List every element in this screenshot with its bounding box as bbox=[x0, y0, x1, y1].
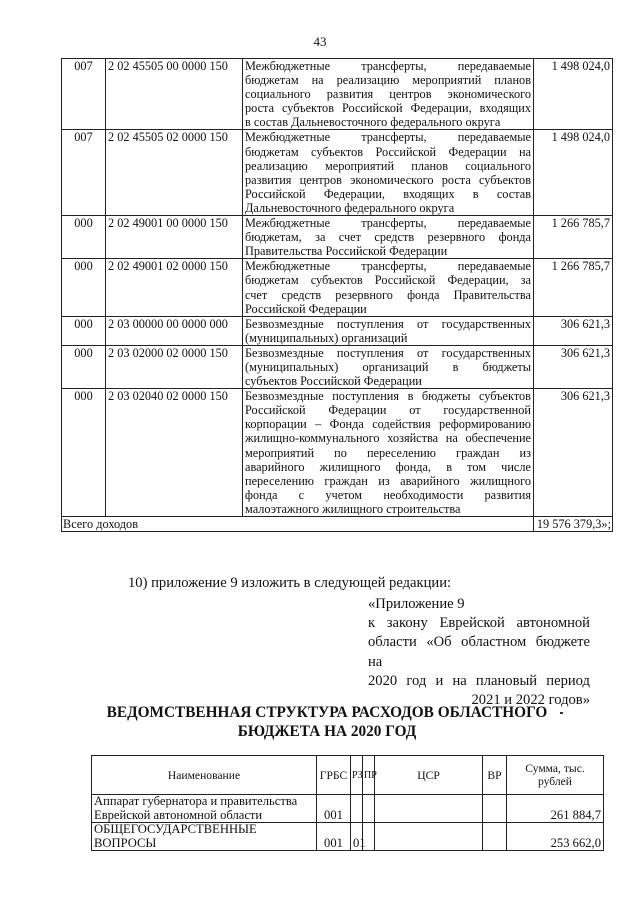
table-row bbox=[92, 795, 604, 823]
total-amount: 19 576 379,3»; bbox=[534, 517, 613, 532]
amount: 306 621,3 bbox=[534, 345, 613, 388]
revenue-name-line: Межбюджетные трансферты, передаваемые bbox=[245, 259, 531, 274]
revenue-name-line: мероприятий по переселению граждан из bbox=[245, 445, 531, 460]
revenue-name-line: Межбюджетные трансферты, передаваемые bbox=[245, 130, 531, 145]
header-name: Наименование bbox=[92, 756, 317, 795]
budget-code: 2 03 02040 02 0000 150 bbox=[106, 389, 243, 517]
table-row bbox=[62, 130, 613, 216]
budget-code: 2 02 49001 00 0000 150 bbox=[106, 216, 243, 259]
appendix-line: «Приложение 9 bbox=[368, 596, 465, 612]
revenue-name bbox=[243, 259, 534, 316]
revenue-name-line: Российской Федерации, входящих в состав bbox=[245, 186, 531, 201]
revenue-name-line: жилищно-коммунального хозяйства на обеспечение bbox=[245, 431, 531, 446]
revenue-name-line: бюджетам, за счет средств резервного фонда bbox=[245, 230, 531, 245]
revenue-name-line: Межбюджетные трансферты, передаваемые bbox=[245, 59, 531, 73]
amount: 1 266 785,7 bbox=[534, 259, 613, 316]
admin-code: 007 bbox=[62, 130, 106, 216]
revenue-name-line: Российской Федерации bbox=[245, 301, 367, 316]
amount: 306 621,3 bbox=[534, 316, 613, 345]
revenue-name-line: Безвозмездные поступления от государственных bbox=[245, 316, 531, 331]
appendix-line: 2020 год и на плановый период bbox=[368, 672, 590, 689]
appendix-line: к закону Еврейской автономной bbox=[368, 615, 590, 632]
revenue-name-line: Безвозмездные поступления от государственных bbox=[245, 345, 531, 360]
budget-code: 2 02 45505 02 0000 150 bbox=[106, 130, 243, 216]
table-row bbox=[62, 59, 613, 130]
table-row bbox=[62, 259, 613, 316]
revenue-name bbox=[243, 389, 534, 517]
revenue-name-line: (муниципальных) организаций в бюджеты bbox=[245, 359, 531, 374]
budget-code: 2 03 00000 00 0000 000 bbox=[106, 316, 243, 345]
revenue-name-line: бюджетам субъектов Российской Федерации на bbox=[245, 144, 531, 159]
ink-mark bbox=[560, 712, 563, 714]
revenue-name-line: роста субъектов Российской Федерации, входящих bbox=[245, 101, 531, 116]
revenue-name-line: реализацию мероприятий планов социального bbox=[245, 158, 531, 173]
cell-name: ОБЩЕГОСУДАРСТВЕННЫЕ ВОПРОСЫ bbox=[92, 823, 317, 851]
revenue-name-line: развития центров экономического роста субъектов bbox=[245, 172, 531, 187]
cell-vr bbox=[483, 795, 507, 823]
admin-code: 000 bbox=[62, 316, 106, 345]
revenue-name-line: Дальневосточного федерального округа bbox=[245, 200, 455, 215]
amount: 1 498 024,0 bbox=[534, 59, 613, 130]
admin-code: 007 bbox=[62, 59, 106, 130]
cell-grbs: 001 bbox=[317, 795, 351, 823]
table-row bbox=[92, 823, 604, 851]
page-title bbox=[88, 703, 566, 741]
page-number: 43 bbox=[313, 34, 327, 49]
cell-grbs: 001 bbox=[317, 823, 351, 851]
cell-sum: 261 884,7 bbox=[507, 795, 604, 823]
revenue-name-line: бюджетам на реализацию мероприятий планов bbox=[245, 73, 531, 88]
table-row bbox=[62, 389, 613, 517]
revenue-name-line: субъектов Российской Федерации bbox=[245, 374, 422, 389]
budget-code: 2 02 45505 00 0000 150 bbox=[106, 59, 243, 130]
cell-csr bbox=[375, 795, 483, 823]
total-row bbox=[62, 517, 613, 532]
amount: 1 498 024,0 bbox=[534, 130, 613, 216]
header-sum: Сумма, тыс. рублей bbox=[507, 756, 604, 795]
cell-rz: 01 bbox=[351, 823, 363, 851]
amount: 306 621,3 bbox=[534, 389, 613, 517]
revenue-name-line: фонда с учетом необходимости развития bbox=[245, 487, 531, 502]
appendix-line: 2021 и 2022 годов» bbox=[471, 692, 590, 709]
header-csr: ЦСР bbox=[375, 756, 483, 795]
title-line: БЮДЖЕТА НА 2020 ГОД bbox=[237, 723, 417, 740]
revenue-name-line: Межбюджетные трансферты, передаваемые bbox=[245, 216, 531, 231]
cell-sum: 253 662,0 bbox=[507, 823, 604, 851]
revenue-name-line: Безвозмездные поступления в бюджеты субъектов bbox=[245, 389, 531, 404]
cell-csr bbox=[375, 823, 483, 851]
cell-rz bbox=[351, 795, 363, 823]
expense-table bbox=[91, 755, 604, 851]
header-grbs: ГРБС bbox=[317, 756, 351, 795]
title-line: ВЕДОМСТВЕННАЯ СТРУКТУРА РАСХОДОВ ОБЛАСТНОГО bbox=[106, 704, 548, 721]
admin-code: 000 bbox=[62, 345, 106, 388]
revenue-name-line: малоэтажного жилищного строительства bbox=[245, 501, 461, 516]
revenue-name bbox=[243, 316, 534, 345]
header-vr: ВР bbox=[483, 756, 507, 795]
revenue-name bbox=[243, 345, 534, 388]
admin-code: 000 bbox=[62, 216, 106, 259]
table-row bbox=[62, 216, 613, 259]
revenue-name-line: в состав Дальневосточного федерального округа bbox=[245, 115, 501, 130]
amendment-text: 10) приложение 9 изложить в следующей редакции: bbox=[128, 575, 452, 591]
budget-code: 2 02 49001 02 0000 150 bbox=[106, 259, 243, 316]
revenue-name-line: счет средств резервного фонда Правительства bbox=[245, 287, 531, 302]
revenue-name-line: корпорации – Фонда содействия реформированию bbox=[245, 417, 531, 432]
admin-code: 000 bbox=[62, 259, 106, 316]
revenue-name-line: Правительства Российской Федерации bbox=[245, 244, 448, 259]
revenue-name-line: (муниципальных) организаций bbox=[245, 330, 408, 345]
header-pr: ПР bbox=[363, 756, 375, 795]
table-row bbox=[62, 316, 613, 345]
amount: 1 266 785,7 bbox=[534, 216, 613, 259]
revenue-name bbox=[243, 59, 534, 130]
table-row bbox=[62, 345, 613, 388]
revenue-name-line: Российской Федерации от государственной bbox=[245, 403, 531, 418]
revenue-table bbox=[61, 58, 613, 532]
header-rz: РЗ bbox=[351, 756, 363, 795]
cell-name: Аппарат губернатора и правительства Еврейской автономной области bbox=[92, 795, 317, 823]
cell-vr bbox=[483, 823, 507, 851]
total-label: Всего доходов bbox=[62, 517, 534, 532]
appendix-header bbox=[368, 595, 590, 710]
revenue-name-line: социального развития центров экономического bbox=[245, 87, 531, 102]
revenue-name-line: переселению граждан из аварийного жилищного bbox=[245, 473, 531, 488]
revenue-name-line: бюджетам субъектов Российской Федерации, за bbox=[245, 273, 531, 288]
revenue-name bbox=[243, 130, 534, 216]
budget-code: 2 03 02000 02 0000 150 bbox=[106, 345, 243, 388]
admin-code: 000 bbox=[62, 389, 106, 517]
appendix-line: области «Об областном бюджете на bbox=[368, 634, 590, 670]
cell-pr bbox=[363, 795, 375, 823]
revenue-name-line: аварийного жилищного фонда, в том числе bbox=[245, 459, 531, 474]
revenue-name bbox=[243, 216, 534, 259]
